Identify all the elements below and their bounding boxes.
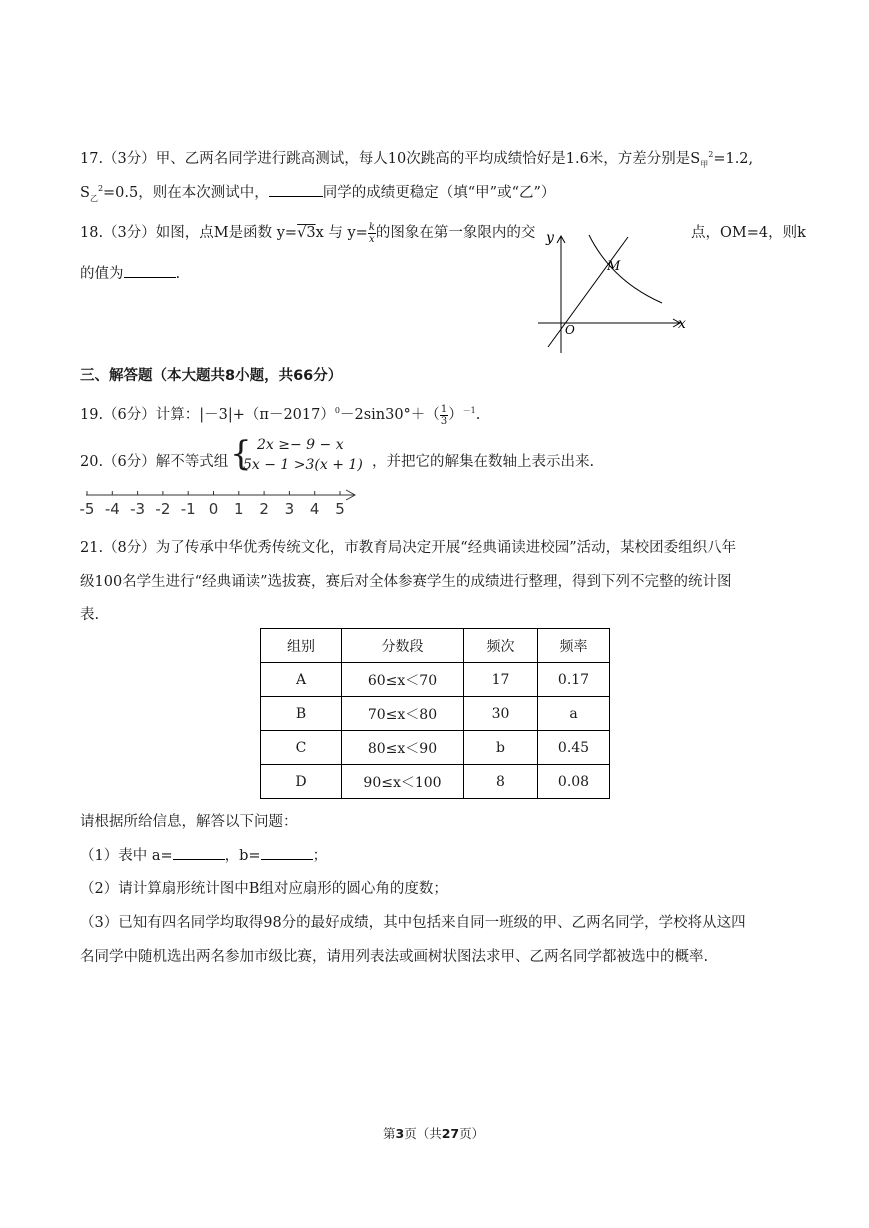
- table-header-cell: 频率: [538, 629, 610, 663]
- table-cell: 0.08: [538, 765, 610, 799]
- number-line-label: -3: [130, 500, 146, 518]
- q18-sqrt3: √3: [297, 225, 316, 241]
- q21-part1: [80, 844, 327, 865]
- table-cell: A: [261, 663, 342, 697]
- table-cell: 90≤x＜100: [342, 765, 464, 799]
- q21-part3-line1: （3）已知有四名同学均取得98分的最好成绩，其中包括来自同一班级的甲、乙两名同学，学校将从这四: [80, 915, 746, 931]
- q19-sup0: 0: [334, 406, 340, 416]
- q17-text-d: 同学的成绩更稳定（填“甲”或“乙”）: [322, 185, 556, 201]
- q21-part3-line2: 名同学中随机选出两名参加市级比赛，请用列表法或画树状图法求甲、乙两名同学都被选中的概率.: [80, 949, 709, 965]
- q21-answer-a-blank[interactable]: [173, 845, 225, 860]
- q19-frac-num: 1: [440, 403, 448, 415]
- number-line-label: -2: [155, 500, 171, 518]
- x-axis-label: x: [678, 316, 686, 332]
- q17-sub-jia: 甲: [700, 159, 709, 169]
- number-line-label: 2: [259, 500, 269, 518]
- table-cell: B: [261, 697, 342, 731]
- hyperbola-y-k-over-x: [589, 235, 662, 303]
- point-m-label: M: [607, 259, 621, 274]
- q19-period: .: [475, 407, 481, 423]
- q17-text-b: =1.2,: [713, 151, 754, 167]
- q20-text-b: ，并把它的解集在数轴上表示出来.: [372, 454, 595, 470]
- q17-sup-2: 2: [97, 184, 104, 194]
- q18-period: .: [175, 266, 181, 282]
- line-y-sqrt3x: [548, 237, 628, 347]
- q18-answer-blank[interactable]: [124, 263, 176, 278]
- q21-intro-2: 级100名学生进行“经典诵读”选拔赛，赛后对全体参赛学生的成绩进行整理，得到下列不完整的统计图: [80, 574, 732, 590]
- q21-prompt: 请根据所给信息，解答以下问题：: [80, 814, 298, 830]
- q18-frac-num: k: [368, 221, 375, 233]
- table-cell: 0.45: [538, 731, 610, 765]
- table-cell: 60≤x＜70: [342, 663, 464, 697]
- q19-text-b: －2sin30°＋（: [339, 407, 440, 423]
- q18-text-b: x 与 y=: [315, 225, 368, 241]
- q19-sup-neg1: －1: [462, 406, 476, 416]
- table-cell: a: [538, 697, 610, 731]
- footer-text-b: 页（共: [404, 1126, 442, 1141]
- q20-brace: {: [230, 434, 252, 474]
- page-footer: [383, 1124, 484, 1142]
- number-line-label: -1: [180, 500, 196, 518]
- table-cell: 8: [464, 765, 538, 799]
- q18-frac-den: x: [369, 233, 375, 245]
- footer-text-c: 页）: [459, 1126, 485, 1141]
- q17-answer-blank[interactable]: [269, 182, 323, 197]
- table-header-cell: 分数段: [342, 629, 464, 663]
- table-cell: D: [261, 765, 342, 799]
- q20-inequality-2: 5x − 1 >3(x + 1): [243, 457, 363, 473]
- table-row: [261, 765, 610, 799]
- table-cell: 70≤x＜80: [342, 697, 464, 731]
- q18-line1-end: 点，OM=4，则k: [691, 225, 806, 241]
- table-row: [261, 731, 610, 765]
- q19-text-c: ）: [448, 407, 463, 423]
- table-header-row: [261, 629, 610, 663]
- table-cell: C: [261, 731, 342, 765]
- q21-p1-text-c: ；: [312, 848, 328, 864]
- number-line-label: 0: [208, 500, 219, 518]
- table-row: [261, 697, 610, 731]
- q19-text-a: 19.（6分）计算：|－3|+（π－2017）: [80, 407, 335, 423]
- q21-p1-text-a: （1）表中 a=: [80, 848, 173, 864]
- table-cell: 80≤x＜90: [342, 731, 464, 765]
- number-line-label: 3: [284, 500, 295, 518]
- footer-page-number: 3: [395, 1126, 405, 1141]
- q17-s-label: S: [80, 185, 90, 201]
- footer-text-a: 第: [383, 1126, 396, 1141]
- q21-grade-table: [260, 628, 610, 799]
- q17-sup-1: 2: [708, 150, 714, 160]
- q17-text-c: =0.5，则在本次测试中，: [103, 185, 269, 201]
- q18-fraction: [368, 222, 376, 245]
- table-cell: b: [464, 731, 538, 765]
- number-line-label: -5: [79, 500, 95, 518]
- q20-inequality-1: 2x ≥− 9 − x: [257, 437, 344, 453]
- q17-line1: [80, 147, 753, 170]
- y-axis-label: y: [546, 230, 554, 246]
- q19-line: [80, 403, 480, 427]
- q20-number-line: [78, 484, 368, 520]
- table-cell: 30: [464, 697, 538, 731]
- q21-part2: （2）请计算扇形统计图中B组对应扇形的圆心角的度数；: [80, 881, 448, 897]
- q18-text-a: 18.（3分）如图，点M是函数 y=: [80, 225, 298, 241]
- q21-p1-text-b: ，b=: [224, 848, 261, 864]
- section3-title: 三、解答题（本大题共8小题，共66分）: [80, 368, 343, 384]
- table-header-cell: 频次: [464, 629, 538, 663]
- footer-total-pages: 27: [441, 1126, 460, 1141]
- number-line-label: 5: [335, 500, 345, 518]
- q18-text-c: 的图象在第一象限内的交: [375, 225, 536, 241]
- table-cell: 17: [464, 663, 538, 697]
- number-line-label: 1: [234, 500, 244, 518]
- q18-text-d: 的值为: [80, 266, 124, 282]
- q21-intro-1: 21.（8分）为了传承中华优秀传统文化，市教育局决定开展“经典诵读进校园”活动，某校团委组织八年: [80, 540, 737, 556]
- q18-graph-figure: [530, 225, 705, 355]
- q19-fraction: [440, 404, 448, 427]
- origin-label: O: [565, 323, 575, 337]
- q18-line1: [80, 221, 535, 245]
- q17-sub-yi: 乙: [89, 193, 98, 203]
- table-header-cell: 组别: [261, 629, 342, 663]
- number-line-label: 4: [309, 500, 320, 518]
- q21-intro-3: 表.: [80, 607, 100, 623]
- q19-frac-den: 3: [440, 415, 448, 427]
- number-line-label: -4: [104, 500, 120, 518]
- table-row: [261, 663, 610, 697]
- q21-answer-b-blank[interactable]: [261, 845, 313, 860]
- q20-lead: 20.（6分）解不等式组: [80, 454, 229, 470]
- q18-line2: [80, 262, 180, 283]
- q17-line2: [80, 181, 555, 204]
- table-cell: 0.17: [538, 663, 610, 697]
- q17-text-a: 17.（3分）甲、乙两名同学进行跳高测试，每人10次跳高的平均成绩恰好是1.6米，方差分别是S: [80, 151, 701, 167]
